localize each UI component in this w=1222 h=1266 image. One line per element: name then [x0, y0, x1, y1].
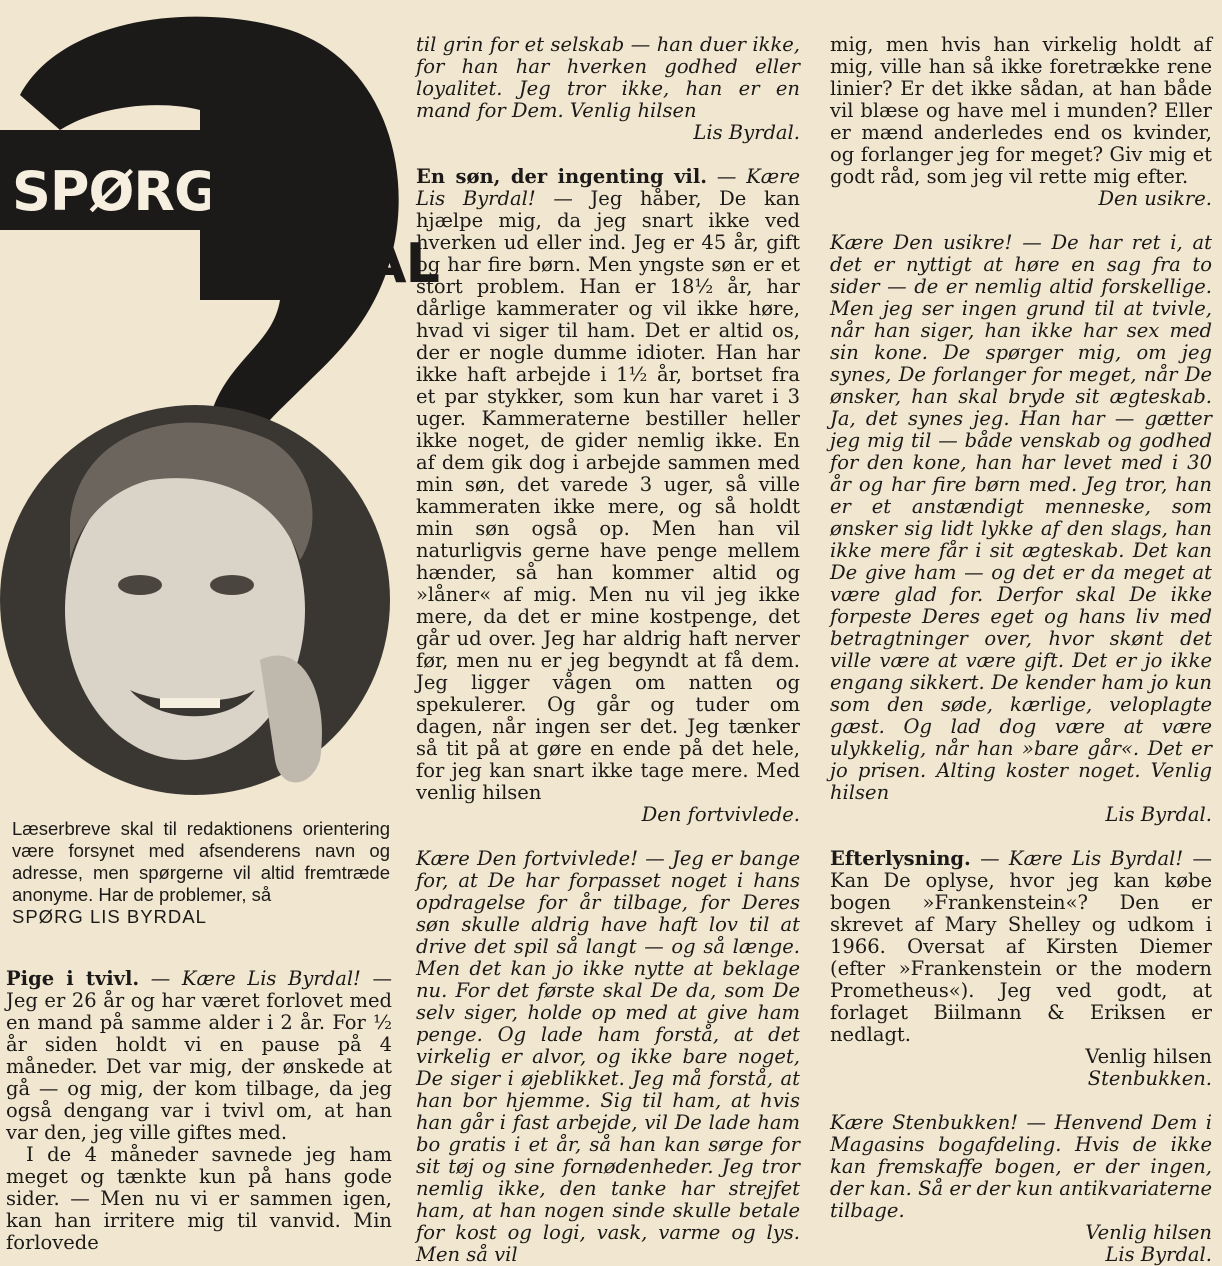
- letter-pige-i-tvivl: Pige i tvivl. — Kære Lis Byrdal! — Jeg er 26 år og har været forlovet med en mand på samme alder i 2 år. For ½ år siden holdt vi en pause på 4 måneder. Det var mig, der ønskede at gå — og mig, der kom tilbage, da jeg også dengang var i tvivl om, at han var den, jeg ville giftes med.: [6, 967, 393, 1144]
- reply-usikre-signature: Lis Byrdal.: [1105, 803, 1212, 826]
- column-1: [6, 968, 392, 1254]
- letter-heading: Efterlysning.: [830, 847, 971, 870]
- letter-salutation: Kære Lis Byrdal!: [1008, 847, 1184, 870]
- column-2: [416, 34, 800, 1266]
- letter-heading: En søn, der ingenting vil.: [416, 165, 708, 188]
- reply-stenbukken: Kære Stenbukken! — Henvend Dem i Magasins bogafdeling. Hvis de ikke kan fremskaffe bogen, er der ingen, der kan. Så er der kun antikvariaterne tilbage.: [830, 1111, 1212, 1222]
- reply-usikre: Kære Den usikre! — De har ret i, at det er nyttigt at høre en sag fra to sider — de er nemlig altid forskellige. Men jeg ser ingen grund til at tvivle, når han siger, han ikke har sex med sin kone. De spørger mig, om jeg synes, De forlanger for meget, når De ønsker, han skal bryde sit ægteskab. Ja, det synes jeg. Han har — gætter jeg mig til — både venskab og godhed for den kone, han har levet med i 30 år og har fire børn med. Jeg tror, han er et anstændigt menneske, som ønsker sig lidt lykke af den slags, han ikke mere får i sit ægteskab. Det kan De give ham — og det er da meget at være glad for. Derfor skal De ikke forpeste Deres eget og hans liv med betragtninger over, hvor skønt det ville være at være gift. Det er jo ikke engang sikkert. De kender ham jo kun som den søde, kærlige, veloplagte gæst. Og lad dog være at være ulykkelig, når han »bare går«. Det er jo prisen. Alting koster noget. Venlig hilsen: [830, 231, 1212, 804]
- column-3: [830, 34, 1212, 1266]
- reply-stenbukken-signature: Lis Byrdal.: [1105, 1243, 1212, 1266]
- caption-emphasis: SPØRG LIS BYRDAL: [12, 906, 207, 927]
- reply-stenbukken-closing: Venlig hilsen: [1085, 1221, 1212, 1244]
- logo-word-lis: LIS: [205, 160, 296, 223]
- caption-text: Læserbreve skal til redaktionens orientering være forsynet med afsenderens navn og adresse, men spørgerne vil altid fremtræde anonyme. Har de problemer, så: [12, 818, 390, 905]
- reply-top-signature: Lis Byrdal.: [693, 121, 800, 144]
- column-logo-graphic: [0, 0, 439, 815]
- reply-fortvivlede: Kære Den fortvivlede! — Jeg er bange for, at De har forpasset noget i hans opdragelse for år tilbage, for Deres søn skulle aldrig have haft lov til at drive det spil så langt — og så længe. Men det kan jo ikke nytte at beklage nu. For det første skal De da, som De selv siger, holde op med at give ham penge. Og lade ham forstå, at det virkelig er alvor, og ikke bare noget, De siger i øjeblikket. Jeg må forstå, at han bor hjemme. Sig til ham, at hvis han går i fast arbejde, vil De lade ham bo gratis i et år, så han kan sørge for sit tøj og sine fornødenheder. Jeg tror nemlig ikke, den tanke har strejfet ham, at han nogen sinde skulle betale for kost og logi, vask, varme og lys. Men så vil: [416, 847, 800, 1266]
- letter-signature: Stenbukken.: [1087, 1067, 1212, 1090]
- letter-paragraph-2: I de 4 måneder savnede jeg ham meget og tænkte kun på hans gode sider. — Men nu vi er sammen igen, kan han irritere mig til vanvid. Min forlovede: [6, 1143, 392, 1254]
- letter-salutation: Kære Lis Byrdal!: [181, 967, 361, 990]
- portrait-eye-left: [118, 575, 162, 595]
- logo-word-sporg: SPØRG: [12, 160, 218, 223]
- letter-usikre-signature: Den usikre.: [1098, 187, 1212, 210]
- portrait-teeth: [160, 698, 220, 708]
- letter-closing: Venlig hilsen: [1085, 1045, 1212, 1068]
- reply-top-text: til grin for et selskab — han duer ikke, for han har hverken godhed eller loyalitet. Jeg tror ikke, han er en mand for Dem. Venlig hilsen: [416, 33, 800, 122]
- letter-body: Jeg håber, De kan hjælpe mig, da jeg snart ikke ved hverken ud eller ind. Jeg er 45 år, gift og har fire børn. Men yngste søn er et stort problem. Han er 18½ år, har dårlige kammerater og vil ikke høre, hvad vi siger til ham. Det er altid os, der er nogle dumme idioter. Han har ikke haft arbejde i 1½ år, bortset fra et par stykker, som kun har varet i 3 uger. Kammeraterne bestiller heller ikke noget, de gider nemlig ikke. En af dem gik dog i arbejde sammen med min søn, det varede 3 uger, så ville kammeraten ikke mere, og så holdt min søn også op. Men han vil naturligvis gerne have penge mellem hænder, så han kommer altid og »låner« af mig. Men nu vil jeg ikke mere, da det er mine kostpenge, det går ud over. Jeg har aldrig haft nerver før, men nu er jeg begyndt at få dem. Jeg ligger vågen om natten og spekulerer. Og går og tuder om dagen, når ingen ser det. Jeg tænker så tit på at gøre en ende på det hele, for jeg kan snart ikke tage mere. Med venlig hilsen: [416, 187, 800, 804]
- letter-efterlysning: Efterlysning. — Kære Lis Byrdal! — Kan De oplyse, hvor jeg kan købe bogen »Frankenstein«? Den er skrevet af Mary Shelley og udkom i 1966. Oversat af Kirsten Diemer (efter »Frankenstein or the modern Prometheus«). Jeg ved godt, at forlaget Biilmann & Eriksen er nedlagt.: [830, 847, 1213, 1046]
- letter-body: Jeg er 26 år og har været forlovet med en mand på samme alder i 2 år. For ½ år siden holdt vi en pause på 4 måneder. Det var mig, der ønskede at gå — og mig, der kom tilbage, da jeg også dengang var i tvivl om, at han var den, jeg ville giftes med.: [6, 989, 392, 1144]
- letter-en-son: En søn, der ingenting vil. — Kære Lis Byrdal! — Jeg håber, De kan hjælpe mig, da jeg snart ikke ved hverken ud eller ind. Jeg er 45 år, gift og har fire børn. Men yngste søn er et stort problem. Han er 18½ år, har dårlige kammerater og vil ikke høre, hvad vi siger til ham. Det er altid os, der er nogle dumme idioter. Han har ikke haft arbejde i 1½ år, bortset fra et par stykker, som kun har varet i 3 uger. Kammeraterne bestiller heller ikke noget, de gider nemlig ikke. En af dem gik dog i arbejde sammen med min søn, det varede 3 uger, så ville kammeraten ikke mere, og så holdt min søn også op. Men han vil naturligvis gerne have penge mellem hænder, så han kommer altid og »låner« af mig. Men nu vil jeg ikke mere, da det er mine kostpenge, det går ud over. Jeg har aldrig haft nerver før, men nu er jeg begyndt at få dem. Jeg ligger vågen om natten og spekulerer. Og går og tuder om dagen, når ingen ser det. Jeg tænker så tit på at gøre en ende på det hele, for jeg kan snart ikke tage mere. Med venlig hilsen: [416, 165, 800, 804]
- logo-word-byrdal: BYRDAL: [205, 232, 439, 295]
- portrait-eye-right: [210, 575, 254, 595]
- letter-salutation: Kære Lis Byrdal!: [416, 165, 800, 210]
- letter-usikre-end: mig, men hvis han virkelig holdt af mig, ville han så ikke foretrække rene linier? Er det ikke sådan, at han både vil blæse og have mel i munden? Eller er mænd anderledes end os kvinder, og forlanger jeg for meget? Giv mig et godt råd, som jeg vil rette mig efter.: [830, 33, 1212, 188]
- letter-body: Kan De oplyse, hvor jeg kan købe bogen »Frankenstein«? Den er skrevet af Mary Shelley og udkom i 1966. Oversat af Kirsten Diemer (efter »Frankenstein or the modern Prometheus«). Jeg ved godt, at forlaget Biilmann & Eriksen er nedlagt.: [830, 869, 1212, 1046]
- letter-signature: Den fortvivlede.: [641, 803, 800, 826]
- letter-heading: Pige i tvivl.: [6, 967, 140, 990]
- column-caption: [12, 818, 390, 928]
